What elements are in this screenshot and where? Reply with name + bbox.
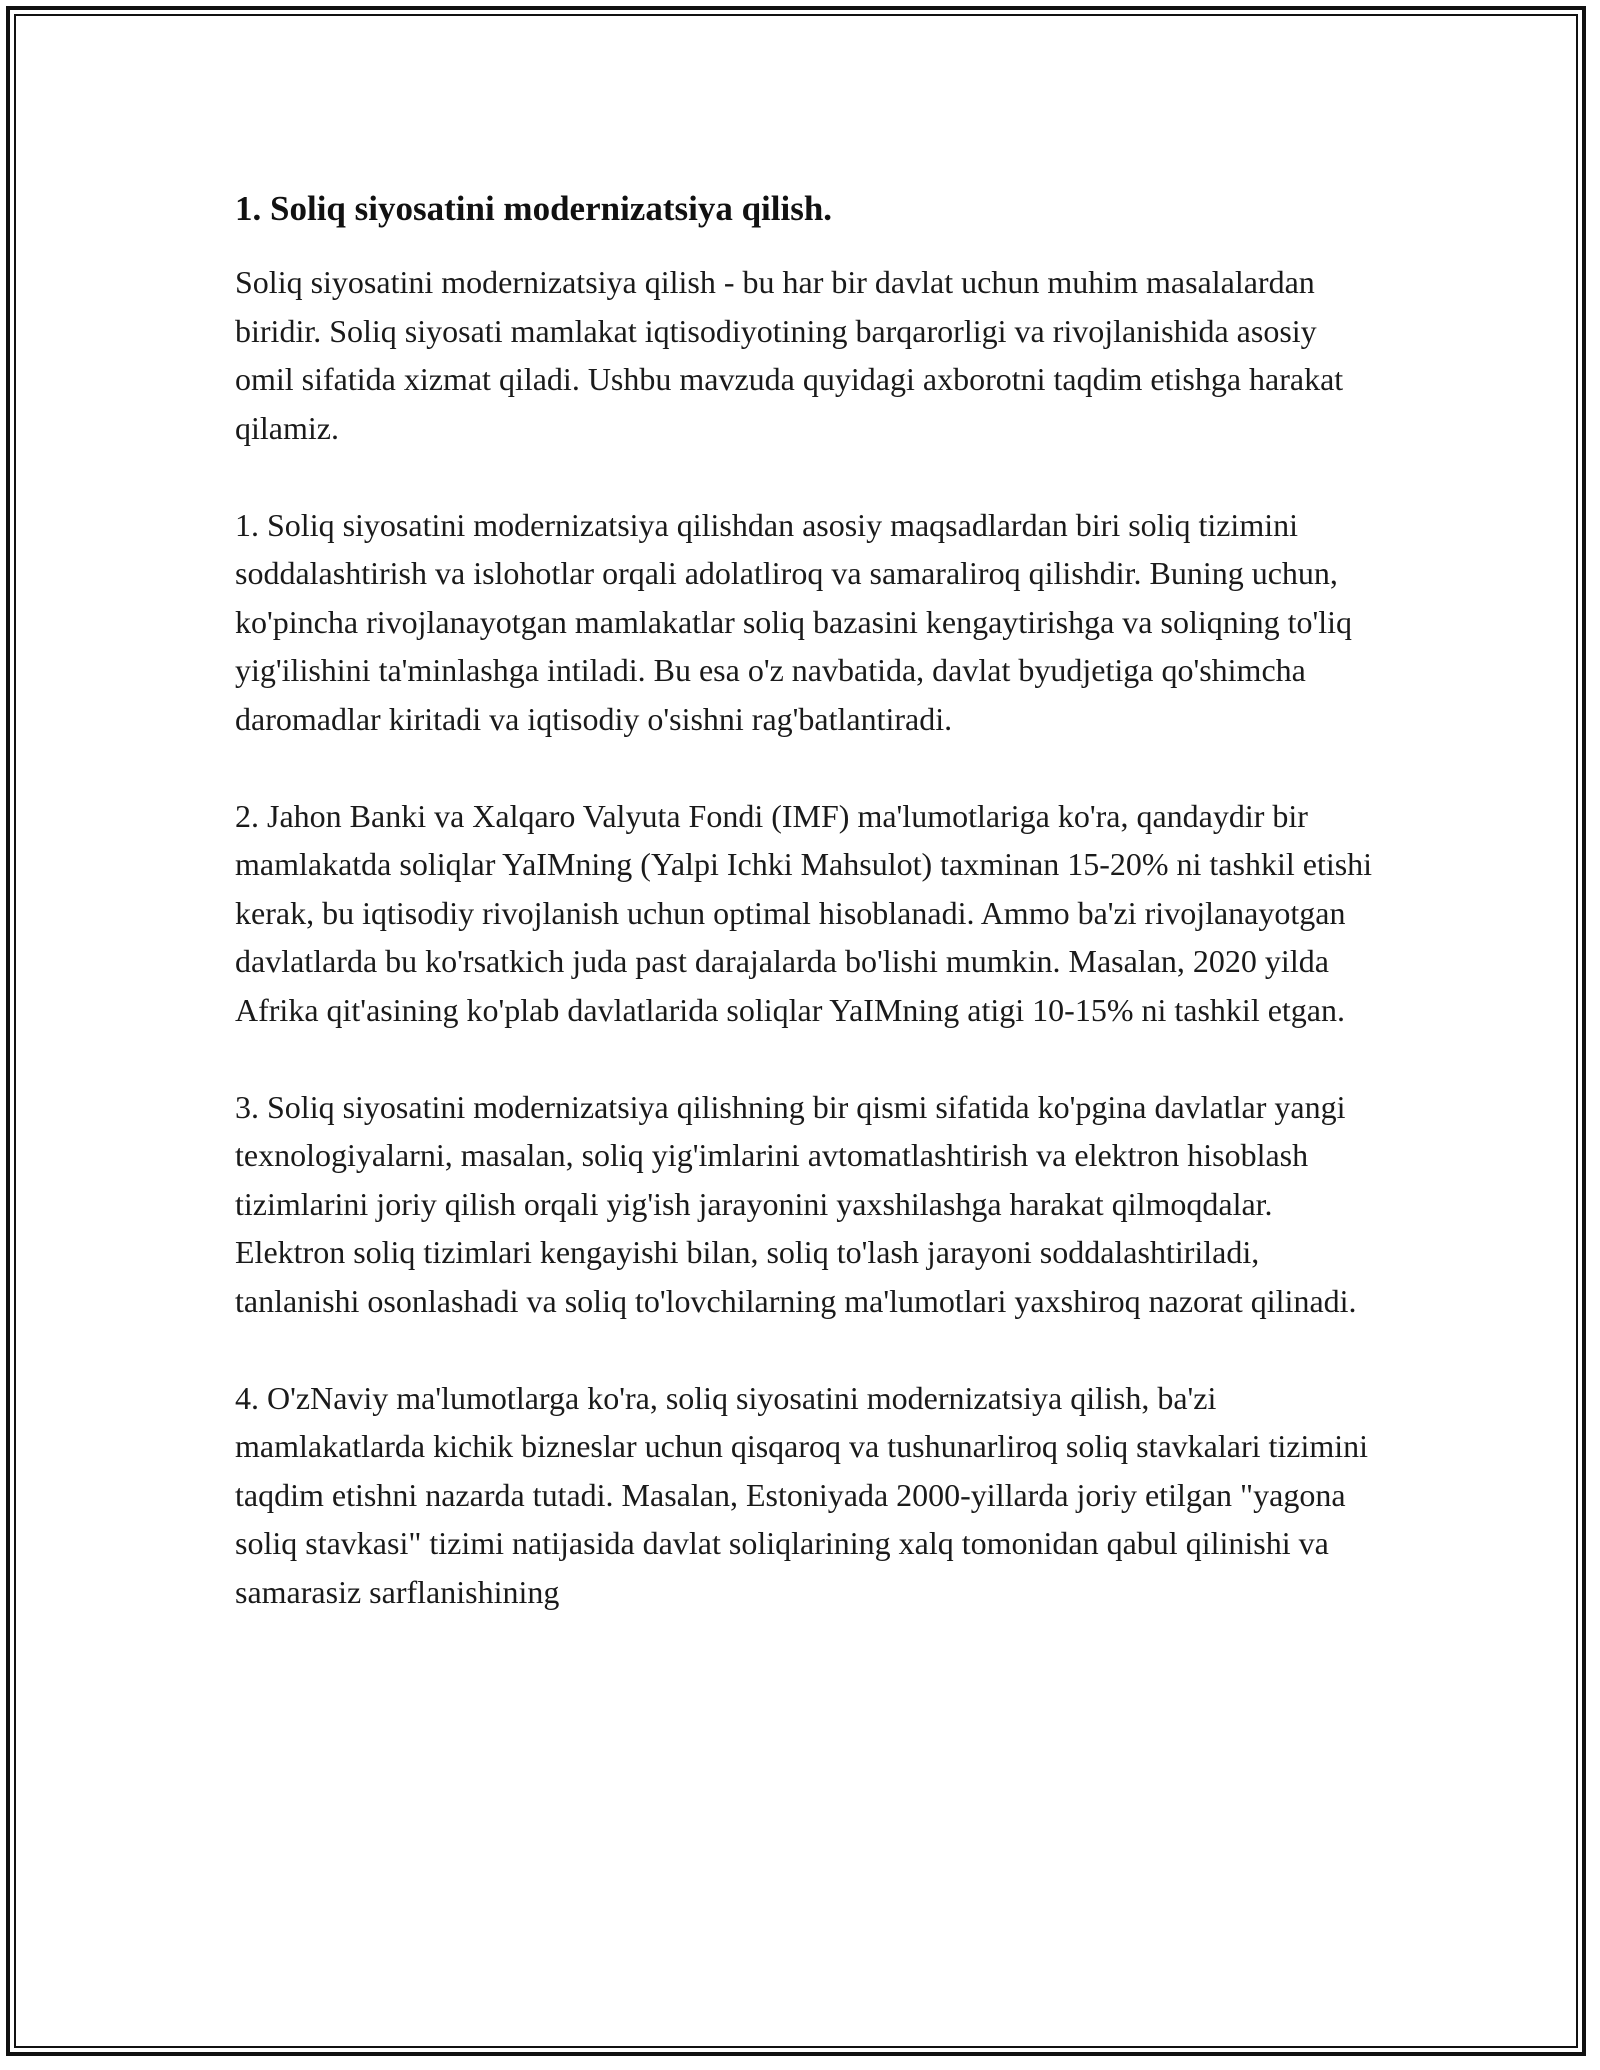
paragraph-point-3: 3. Soliq siyosatini modernizatsiya qilishning bir qismi sifatida ko'pgina davlatlar yangi texnologiyalarni, masalan, soliq yig'imlarini avtomatlashtirish va elektron hisoblash tizimlarini joriy qilish orqali yig'ish jarayonini yaxshilashga harakat qilmoqdalar. Elektron soliq tizimlari kengayishi bilan, soliq to'lash jarayoni soddalashtiriladi, tanlanishi osonlashadi va soliq to'lovchilarning ma'lumotlari yaxshiroq nazorat qilinadi. xyxy=(235,1088,1357,1319)
paragraph-point-4: 4. O'zNaviy ma'lumotlarga ko'ra, soliq siyosatini modernizatsiya qilish, ba'zi mamlakatlarda kichik bizneslar uchun qisqaroq va tushunarliroq soliq stavkalari tizimini taqdim etishni nazarda tutadi. Masalan, Estoniyada 2000-yillarda joriy etilgan "yagona soliq stavkasi" tizimi natijasida davlat soliqlarining xalq tomonidan qabul qilinishi va samarasiz sarflanishining xyxy=(235,1379,1369,1610)
paragraph-point-1: 1. Soliq siyosatini modernizatsiya qilishdan asosiy maqsadlardan biri soliq tizimini soddalashtirish va islohotlar orqali adolatliroq va samaraliroq qilishdir. Buning uchun, ko'pincha rivojlanayotgan mamlakatlar soliq bazasini kengaytirishga va soliqning to'liq yig'ilishini ta'minlashga intiladi. Bu esa o'z navbatida, davlat byudjetiga qo'shimcha daromadlar kiritadi va iqtisodiy o'sishni rag'batlantiradi. xyxy=(235,506,1353,737)
intro-paragraph: Soliq siyosatini modernizatsiya qilish - bu har bir davlat uchun muhim masalalardan biridir. Soliq siyosati mamlakat iqtisodiyotining barqarorligi va rivojlanishida asosiy omil sifatida xizmat qiladi. Ushbu mavzuda quyidagi axborotni taqdim etishga harakat qilamiz. xyxy=(235,264,1344,446)
paragraph-point-2: 2. Jahon Banki va Xalqaro Valyuta Fondi (IMF) ma'lumotlariga ko'ra, qandaydir bir mamlakatda soliqlar YaIMning (Yalpi Ichki Mahsulot) taxminan 15-20% ni tashkil etishi kerak, bu iqtisodiy rivojlanish uchun optimal hisoblanadi. Ammo ba'zi rivojlanayotgan davlatlarda bu ko'rsatkich juda past darajalarda bo'lishi mumkin. Masalan, 2020 yilda Afrika qit'asining ko'plab davlatlarida soliqlar YaIMning atigi 10-15% ni tashkil etgan. xyxy=(235,797,1373,1028)
document-body xyxy=(235,188,1375,1665)
section-heading: 1. Soliq siyosatini modernizatsiya qilish. xyxy=(235,189,833,228)
